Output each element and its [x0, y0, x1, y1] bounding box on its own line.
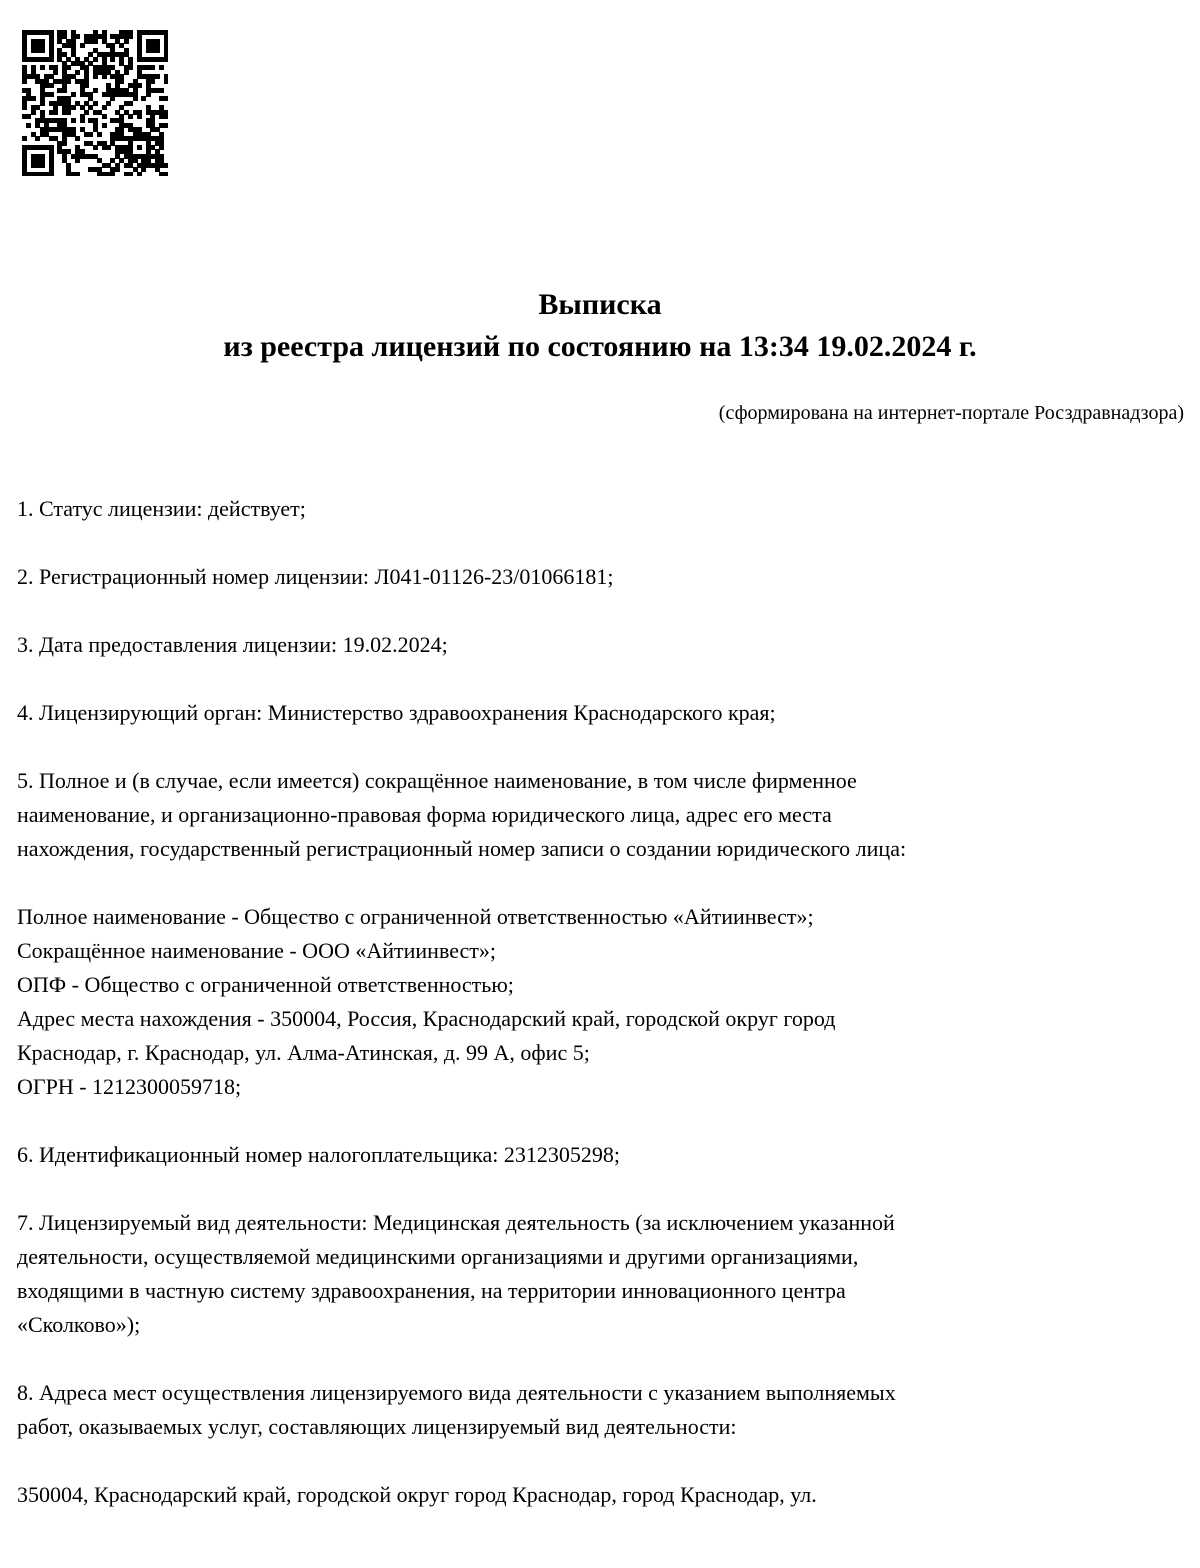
paragraph-line: нахождения, государственный регистрационный номер записи о создании юридического лица:: [17, 836, 907, 861]
paragraph: [17, 696, 1187, 730]
paragraph-line: 350004, Краснодарский край, городской округ город Краснодар, город Краснодар, ул.: [17, 1482, 817, 1507]
paragraph-line: «Сколково»);: [17, 1312, 141, 1337]
paragraph-line: 2. Регистрационный номер лицензии: Л041-01126-23/01066181;: [17, 564, 614, 589]
paragraph-line: 7. Лицензируемый вид деятельности: Медицинская деятельность (за исключением указанной: [17, 1210, 895, 1235]
qr-code-icon: [22, 30, 168, 176]
paragraph-line: 4. Лицензирующий орган: Министерство здравоохранения Краснодарского края;: [17, 700, 776, 725]
paragraph-line: Сокращённое наименование - ООО «Айтиинвест»;: [17, 938, 497, 963]
paragraph-line: Краснодар, г. Краснодар, ул. Алма-Атинская, д. 99 А, офис 5;: [17, 1040, 590, 1065]
paragraph-line: ОГРН - 1212300059718;: [17, 1074, 242, 1099]
title-line-1: Выписка: [538, 288, 662, 321]
paragraph-line: ОПФ - Общество с ограниченной ответственностью;: [17, 972, 514, 997]
paragraph-line: Адрес места нахождения - 350004, Россия, Краснодарский край, городской округ город: [17, 1006, 836, 1031]
paragraph: [17, 1376, 1187, 1444]
paragraph-line: работ, оказываемых услуг, составляющих лицензируемый вид деятельности:: [17, 1414, 737, 1439]
paragraph-line: наименование, и организационно-правовая форма юридического лица, адрес его места: [17, 802, 832, 827]
paragraph-line: Полное наименование - Общество с ограниченной ответственностью «Айтиинвест»;: [17, 904, 814, 929]
paragraph-line: 1. Статус лицензии: действует;: [17, 496, 306, 521]
paragraph: [17, 1138, 1187, 1172]
paragraph: [17, 764, 1187, 866]
paragraph-line: 8. Адреса мест осуществления лицензируемого вида деятельности с указанием выполняемых: [17, 1380, 896, 1405]
paragraph: [17, 492, 1187, 526]
paragraph-line: 3. Дата предоставления лицензии: 19.02.2024;: [17, 632, 448, 657]
title-line-2: из реестра лицензий по состоянию на 13:34 19.02.2024 г.: [223, 330, 977, 363]
paragraph-line: деятельности, осуществляемой медицинскими организациями и другими организациями,: [17, 1244, 859, 1269]
document-body: [17, 492, 1187, 1546]
paragraph: [17, 628, 1187, 662]
paragraph: [17, 1478, 1187, 1512]
paragraph-line: входящими в частную систему здравоохранения, на территории инновационного центра: [17, 1278, 846, 1303]
paragraph: [17, 900, 1187, 1104]
paragraph: [17, 1206, 1187, 1342]
document-title: [0, 284, 1200, 368]
paragraph: [17, 560, 1187, 594]
paragraph-line: 6. Идентификационный номер налогоплательщика: 2312305298;: [17, 1142, 620, 1167]
paragraph-line: 5. Полное и (в случае, если имеется) сокращённое наименование, в том числе фирменное: [17, 768, 857, 793]
document-subtitle: (сформирована на интернет-портале Росздравнадзора): [718, 402, 1184, 424]
